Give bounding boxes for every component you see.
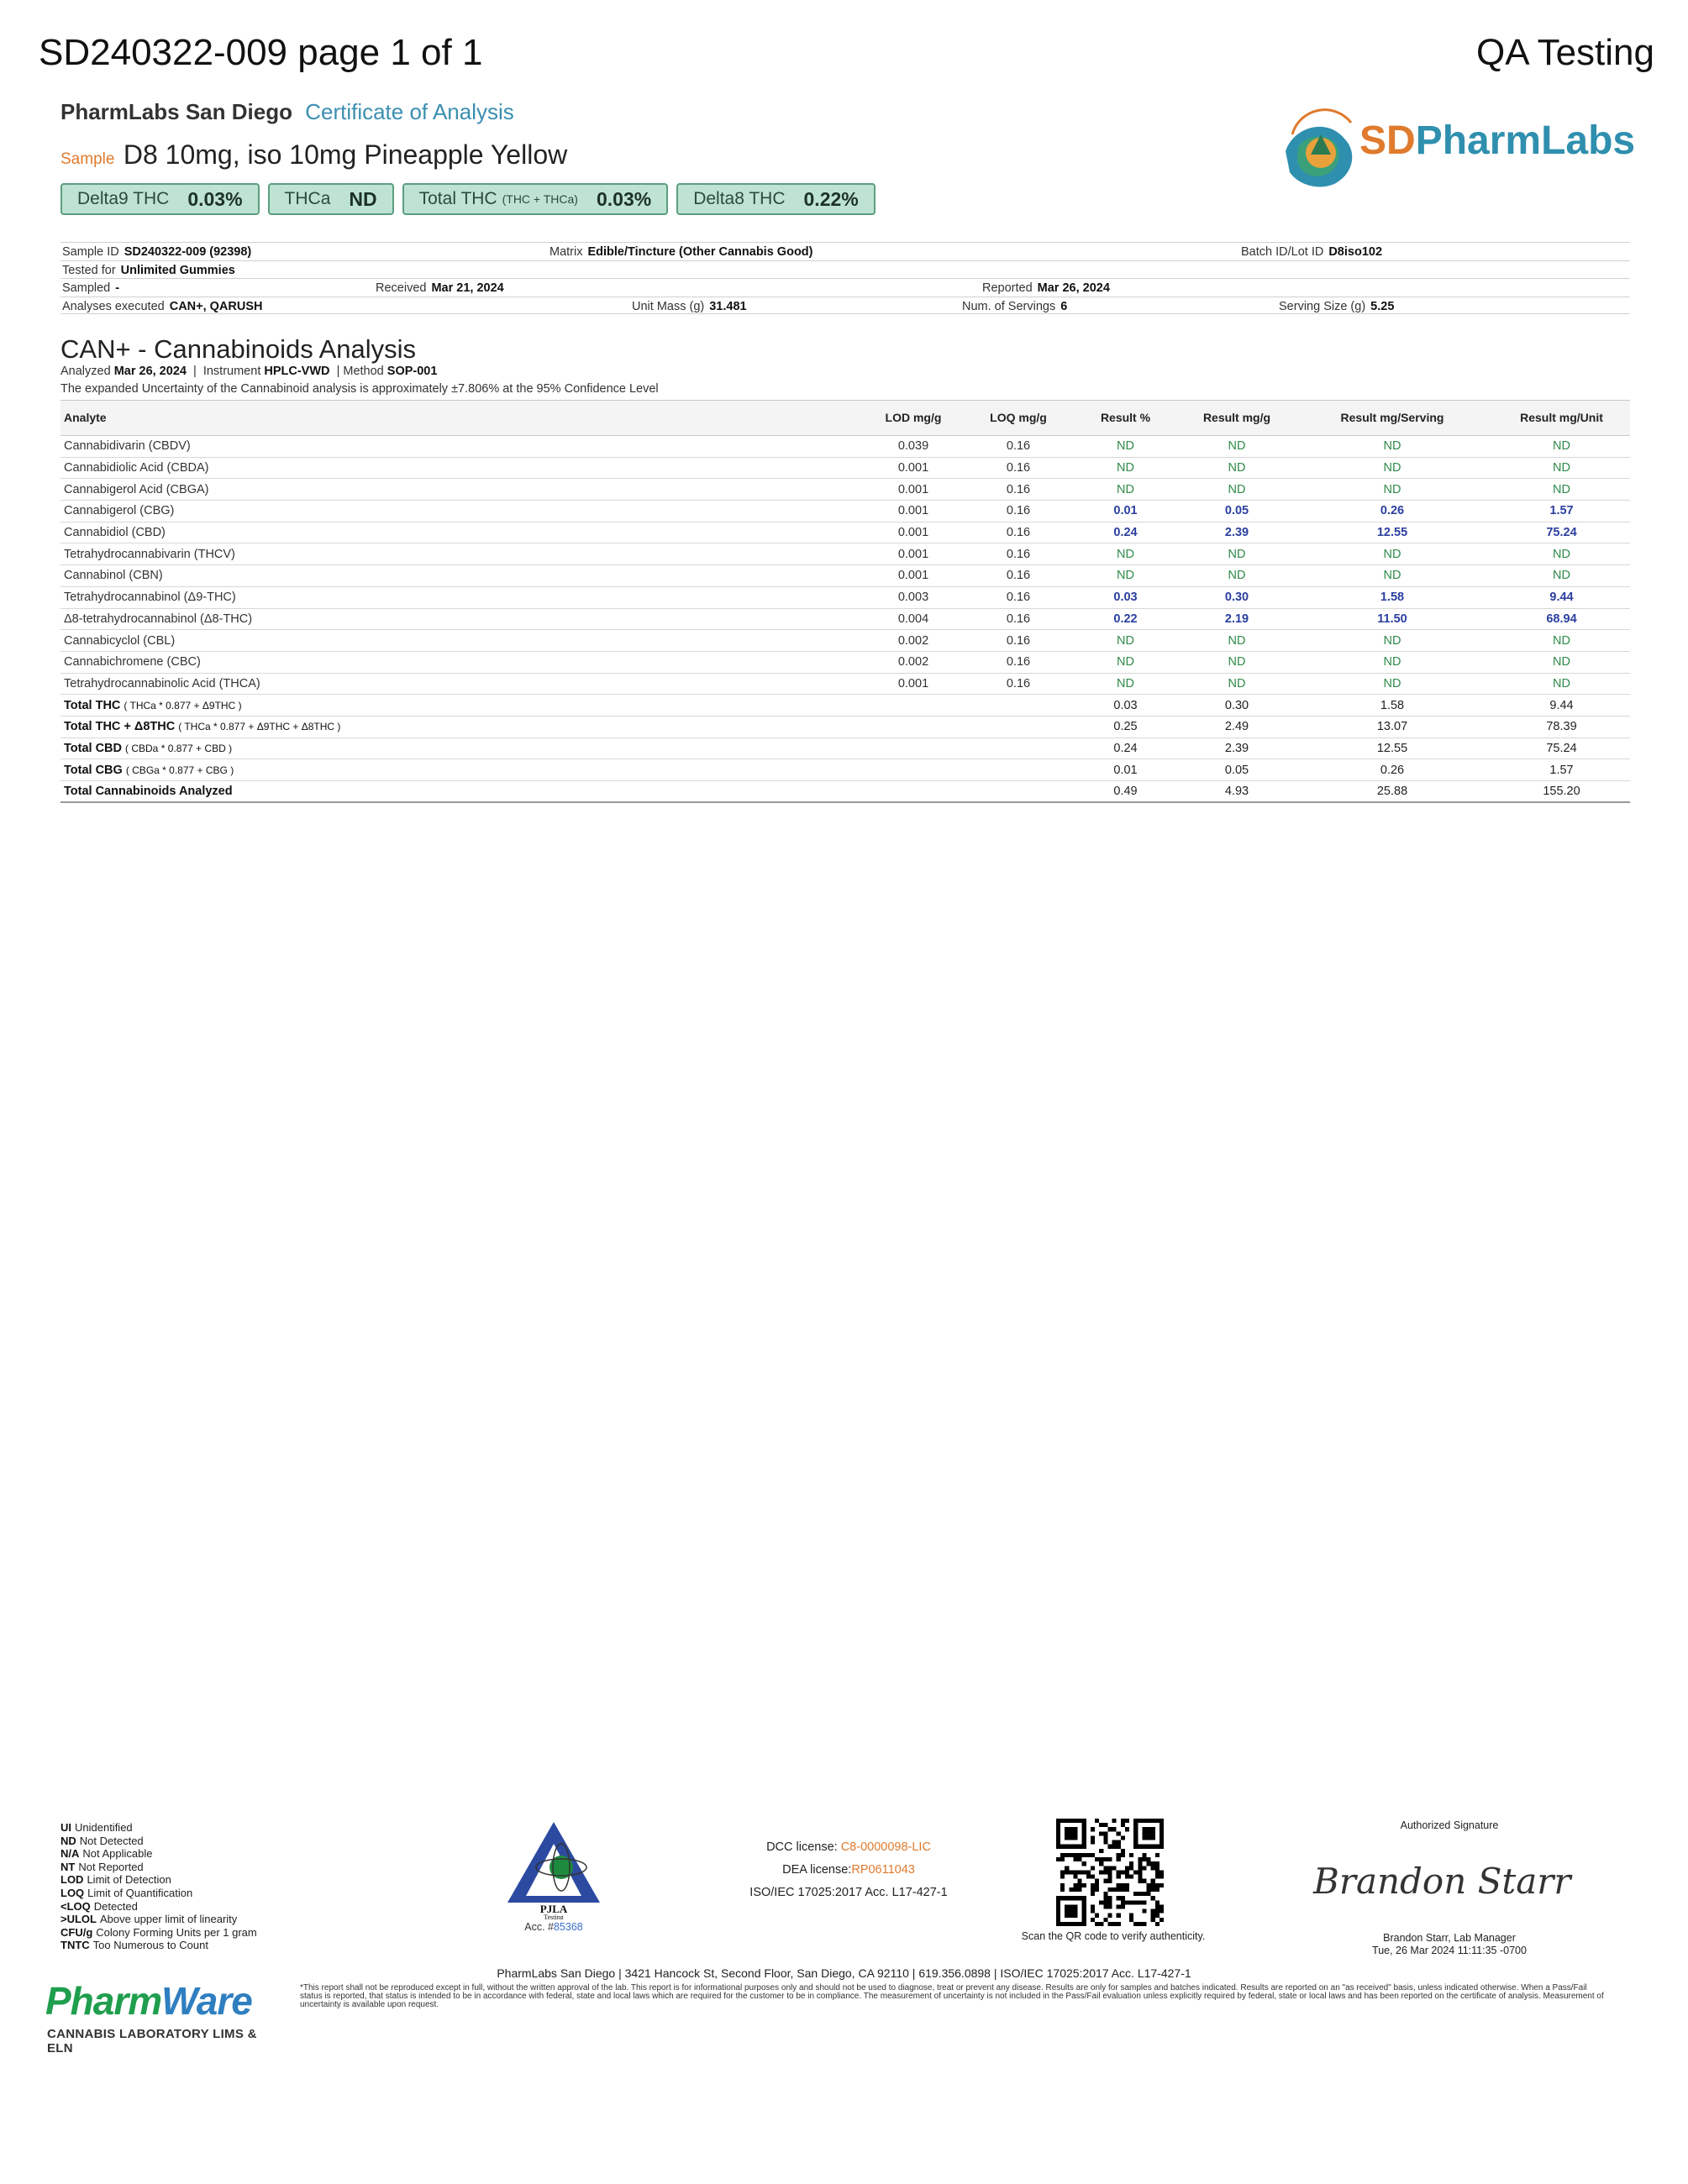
pharmware-tagline: CANNABIS LABORATORY LIMS & ELN [47,2027,257,2055]
badge-label: THCa [284,189,331,208]
result-cell: 0.05 [1182,501,1291,522]
matrix: Matrix Edible/Tincture (Other Cannabis Good) [550,245,813,259]
legend-item: N/A Not Applicable [60,1847,153,1861]
result-cell: ND [1182,630,1291,652]
reported: Reported Mar 26, 2024 [982,281,1110,295]
result-cell: ND [1069,457,1182,479]
meta-row [60,260,1630,279]
total-row [60,759,1630,781]
analyte-name: Cannabicyclol (CBL) [60,630,859,652]
result-cell: 0.001 [859,479,968,501]
pjla-logo-icon [501,1819,607,1919]
sample-id: Sample ID SD240322-009 (92398) [62,245,252,259]
result-cell: 0.001 [859,522,968,543]
signatory [1319,1932,1580,1957]
legend-item: CFU/g Colony Forming Units per 1 gram [60,1925,257,1939]
result-cell: ND [1069,543,1182,565]
table-row [60,565,1630,587]
empty-cell [968,738,1069,759]
cannabinoid-results-table [60,400,1630,803]
lab-name: PharmLabs San Diego [60,99,292,124]
total-name: Total CBD ( CBDa * 0.877 + CBD ) [60,738,859,759]
empty-cell [968,695,1069,717]
table-row [60,436,1630,458]
result-cell: ND [1493,436,1630,458]
legend-item: NT Not Reported [60,1860,144,1873]
result-cell: 75.24 [1493,522,1630,543]
badge-label: Delta9 THC [77,189,170,208]
legend-item: TNTC Too Numerous to Count [60,1939,208,1952]
meta-row [60,278,1630,297]
badge-value: 0.03% [596,187,652,210]
analyte-name: Cannabinol (CBN) [60,565,859,587]
column-header: Result mg/Unit [1493,401,1630,436]
total-value: 1.57 [1493,759,1630,781]
result-cell: 0.001 [859,565,968,587]
column-header: Result % [1069,401,1182,436]
logo-wordmark: SDPharmLabs [1359,118,1636,163]
result-cell: ND [1069,436,1182,458]
table-row [60,522,1630,543]
result-cell: ND [1182,436,1291,458]
legend-item: LOQ Limit of Quantification [60,1886,193,1899]
lab-address: PharmLabs San Diego | 3421 Hancock St, Second Floor, San Diego, CA 92110 | 619.356.0898 | ISO/IEC 17025:2017 Acc. L17-427-1 [497,1966,1191,1980]
result-cell: 0.003 [859,586,968,608]
license-info [723,1836,975,1904]
result-cell: 0.16 [968,565,1069,587]
result-cell: ND [1069,630,1182,652]
table-row [60,608,1630,630]
total-value: 78.39 [1493,716,1630,738]
result-cell: ND [1291,673,1493,695]
total-value: 9.44 [1493,695,1630,717]
result-cell: 0.16 [968,522,1069,543]
result-cell: 0.16 [968,457,1069,479]
document-reference: SD240322-009 page 1 of 1 [39,32,483,73]
result-cell: ND [1182,673,1291,695]
result-cell: 9.44 [1493,586,1630,608]
legend-item: <LOQ Detected [60,1899,138,1913]
legend-item: >ULOL Above upper limit of linearity [60,1913,238,1926]
total-row [60,716,1630,738]
total-value: 4.93 [1182,781,1291,803]
badge-total-thc [402,183,669,215]
total-value: 75.24 [1493,738,1630,759]
sample-tag: Sample [60,150,115,168]
badge-label: Delta8 THC [693,189,786,208]
sampled: Sampled - [62,281,120,295]
summary-badges [60,183,876,215]
result-cell: 0.039 [859,436,968,458]
dea-license: DEA license:RP0611043 [782,1863,915,1877]
result-cell: 0.16 [968,543,1069,565]
result-cell: 0.002 [859,651,968,673]
svg-text:Testing: Testing [544,1914,564,1919]
legend-item: LOD Limit of Detection [60,1873,171,1887]
analyte-name: Cannabidivarin (CBDV) [60,436,859,458]
document-type: QA Testing [1476,32,1654,73]
total-row [60,781,1630,803]
section-title: CAN+ - Cannabinoids Analysis [60,334,417,364]
empty-cell [859,759,968,781]
column-header: LOD mg/g [859,401,968,436]
empty-cell [968,716,1069,738]
badge-value: 0.22% [803,187,859,210]
result-cell: ND [1069,673,1182,695]
badge-sublabel: (THC + THCa) [502,192,578,206]
badge-thca [268,183,394,215]
result-cell: 0.24 [1069,522,1182,543]
result-cell: 0.26 [1291,501,1493,522]
total-value: 155.20 [1493,781,1630,803]
result-cell: 1.57 [1493,501,1630,522]
badge-delta8-thc [676,183,876,215]
total-name: Total THC + Δ8THC ( THCa * 0.877 + Δ9THC + Δ8THC ) [60,716,859,738]
accreditation-number: Acc. #85368 [524,1921,583,1933]
pharmware-logo [45,1978,264,2054]
empty-cell [968,759,1069,781]
result-cell: 2.19 [1182,608,1291,630]
total-row [60,738,1630,759]
analysis-details: Analyzed Mar 26, 2024 | Instrument HPLC-VWD | Method SOP-001 [60,365,438,378]
analyte-name: Tetrahydrocannabivarin (THCV) [60,543,859,565]
analyte-name: Cannabigerol Acid (CBGA) [60,479,859,501]
certificate-title: Certificate of Analysis [305,99,514,124]
tested-for: Tested for Unlimited Gummies [62,263,235,277]
analyte-name: Cannabidiolic Acid (CBDA) [60,457,859,479]
result-cell: ND [1069,565,1182,587]
total-value: 0.25 [1069,716,1182,738]
svg-text:PJLA: PJLA [539,1903,568,1915]
result-cell: ND [1291,565,1493,587]
result-cell: ND [1493,479,1630,501]
qr-caption: Scan the QR code to verify authenticity. [1021,1930,1206,1942]
result-cell: ND [1069,479,1182,501]
sample-metadata [60,242,1630,314]
total-value: 0.05 [1182,759,1291,781]
badge-value: ND [349,187,377,210]
analyte-name: Cannabidiol (CBD) [60,522,859,543]
total-row [60,695,1630,717]
result-cell: ND [1291,543,1493,565]
legend-item: UI Unidentified [60,1821,133,1834]
signature-heading: Authorized Signature [1400,1819,1499,1831]
batch-id: Batch ID/Lot ID D8iso102 [1241,245,1383,259]
result-cell: ND [1182,543,1291,565]
legend-item: ND Not Detected [60,1834,144,1847]
empty-cell [859,695,968,717]
result-cell: 0.16 [968,436,1069,458]
result-cell: 0.002 [859,630,968,652]
analyte-name: Cannabichromene (CBC) [60,651,859,673]
table-row [60,651,1630,673]
result-cell: ND [1291,630,1493,652]
abbreviation-legend [60,1821,257,1952]
lab-title-line [60,99,514,125]
table-row [60,543,1630,565]
result-cell: ND [1493,457,1630,479]
unit-mass: Unit Mass (g) 31.481 [632,299,747,313]
result-cell: 2.39 [1182,522,1291,543]
result-cell: ND [1291,457,1493,479]
meta-row [60,297,1630,315]
result-cell: 0.004 [859,608,968,630]
column-header: LOQ mg/g [968,401,1069,436]
badge-label: Total THC [418,189,497,208]
total-value: 2.39 [1182,738,1291,759]
sample-line [60,139,567,171]
analyte-name: Tetrahydrocannabinolic Acid (THCA) [60,673,859,695]
result-cell: 0.001 [859,543,968,565]
serving-size: Serving Size (g) 5.25 [1279,299,1395,313]
total-value: 0.26 [1291,759,1493,781]
analyte-name: Cannabigerol (CBG) [60,501,859,522]
result-cell: ND [1493,673,1630,695]
total-value: 0.30 [1182,695,1291,717]
iso-accreditation: ISO/IEC 17025:2017 Acc. L17-427-1 [749,1886,948,1899]
result-cell: ND [1182,651,1291,673]
result-cell: 0.01 [1069,501,1182,522]
meta-row [60,242,1630,260]
table-row [60,479,1630,501]
result-cell: 0.16 [968,651,1069,673]
total-value: 12.55 [1291,738,1493,759]
pjla-accreditation-mark [501,1819,607,1940]
result-cell: 0.16 [968,586,1069,608]
result-cell: 11.50 [1291,608,1493,630]
result-cell: ND [1069,651,1182,673]
result-cell: 12.55 [1291,522,1493,543]
svg-text:Brandon Starr: Brandon Starr [1313,1861,1571,1902]
column-header: Result mg/Serving [1291,401,1493,436]
table-row [60,501,1630,522]
result-cell: ND [1493,565,1630,587]
result-cell: ND [1493,651,1630,673]
result-cell: ND [1493,543,1630,565]
total-name: Total CBG ( CBGa * 0.877 + CBG ) [60,759,859,781]
result-cell: ND [1182,565,1291,587]
total-value: 25.88 [1291,781,1493,803]
badge-delta9-thc [60,183,260,215]
empty-cell [859,716,968,738]
analyte-name: Tetrahydrocannabinol (Δ9-THC) [60,586,859,608]
result-cell: 1.58 [1291,586,1493,608]
result-cell: ND [1182,457,1291,479]
result-cell: 0.22 [1069,608,1182,630]
handwritten-signature [1307,1848,1592,1915]
result-cell: 0.16 [968,608,1069,630]
column-header: Result mg/g [1182,401,1291,436]
total-name: Total THC ( THCa * 0.877 + Δ9THC ) [60,695,859,717]
table-row [60,673,1630,695]
total-value: 0.24 [1069,738,1182,759]
result-cell: 0.16 [968,630,1069,652]
empty-cell [859,781,968,803]
result-cell: 0.16 [968,479,1069,501]
result-cell: ND [1291,479,1493,501]
verification-qr-code[interactable] [1056,1819,1164,1926]
signatory-name: Brandon Starr, Lab Manager [1383,1932,1516,1944]
empty-cell [859,738,968,759]
column-header: Analyte [60,401,859,436]
result-cell: 0.001 [859,673,968,695]
uncertainty-note: The expanded Uncertainty of the Cannabinoid analysis is approximately ±7.806% at the 95% Confidence Level [60,382,659,396]
total-value: 0.01 [1069,759,1182,781]
result-cell: 0.001 [859,457,968,479]
result-cell: ND [1291,436,1493,458]
badge-value: 0.03% [187,187,243,210]
table-header-row [60,401,1630,436]
signature-date: Tue, 26 Mar 2024 11:11:35 -0700 [1372,1945,1527,1956]
total-value: 13.07 [1291,716,1493,738]
empty-cell [968,781,1069,803]
total-value: 2.49 [1182,716,1291,738]
table-row [60,586,1630,608]
total-value: 0.03 [1069,695,1182,717]
total-name: Total Cannabinoids Analyzed [60,781,859,803]
sample-name: D8 10mg, iso 10mg Pineapple Yellow [123,139,568,170]
result-cell: 68.94 [1493,608,1630,630]
analyte-name: Δ8-tetrahydrocannabinol (Δ8-THC) [60,608,859,630]
num-servings: Num. of Servings 6 [962,299,1068,313]
table-row [60,457,1630,479]
result-cell: 0.03 [1069,586,1182,608]
result-cell: ND [1291,651,1493,673]
result-cell: ND [1182,479,1291,501]
analyses-executed: Analyses executed CAN+, QARUSH [62,299,263,313]
received: Received Mar 21, 2024 [376,281,504,295]
total-value: 1.58 [1291,695,1493,717]
disclaimer: *This report shall not be reproduced except in full, without the written approval of the lab. This report is for informational purposes only and should not be used to diagnose, treat or prevent any disease. Results are only for samples and batches indicated. Results are reported on an "as received" basis, unless indicated otherwise. When a Pass/Fail status is reported, that status is intended to be in accordance with federal, state and local laws which are required for the customer to be in compliance. The measurement of uncertainty is not included in the Pass/Fail evaluation unless explicitly required by federal, state or local laws and has been reported on the certificate of analysis. Measurement of uncertainty is available upon request. [300,1983,1604,2009]
result-cell: ND [1493,630,1630,652]
pharmware-wordmark: PharmWare [45,1979,252,2023]
total-value: 0.49 [1069,781,1182,803]
result-cell: 0.001 [859,501,968,522]
table-row [60,630,1630,652]
result-cell: 0.16 [968,673,1069,695]
result-cell: 0.30 [1182,586,1291,608]
result-cell: 0.16 [968,501,1069,522]
dcc-license: DCC license: C8-0000098-LIC [766,1840,931,1854]
